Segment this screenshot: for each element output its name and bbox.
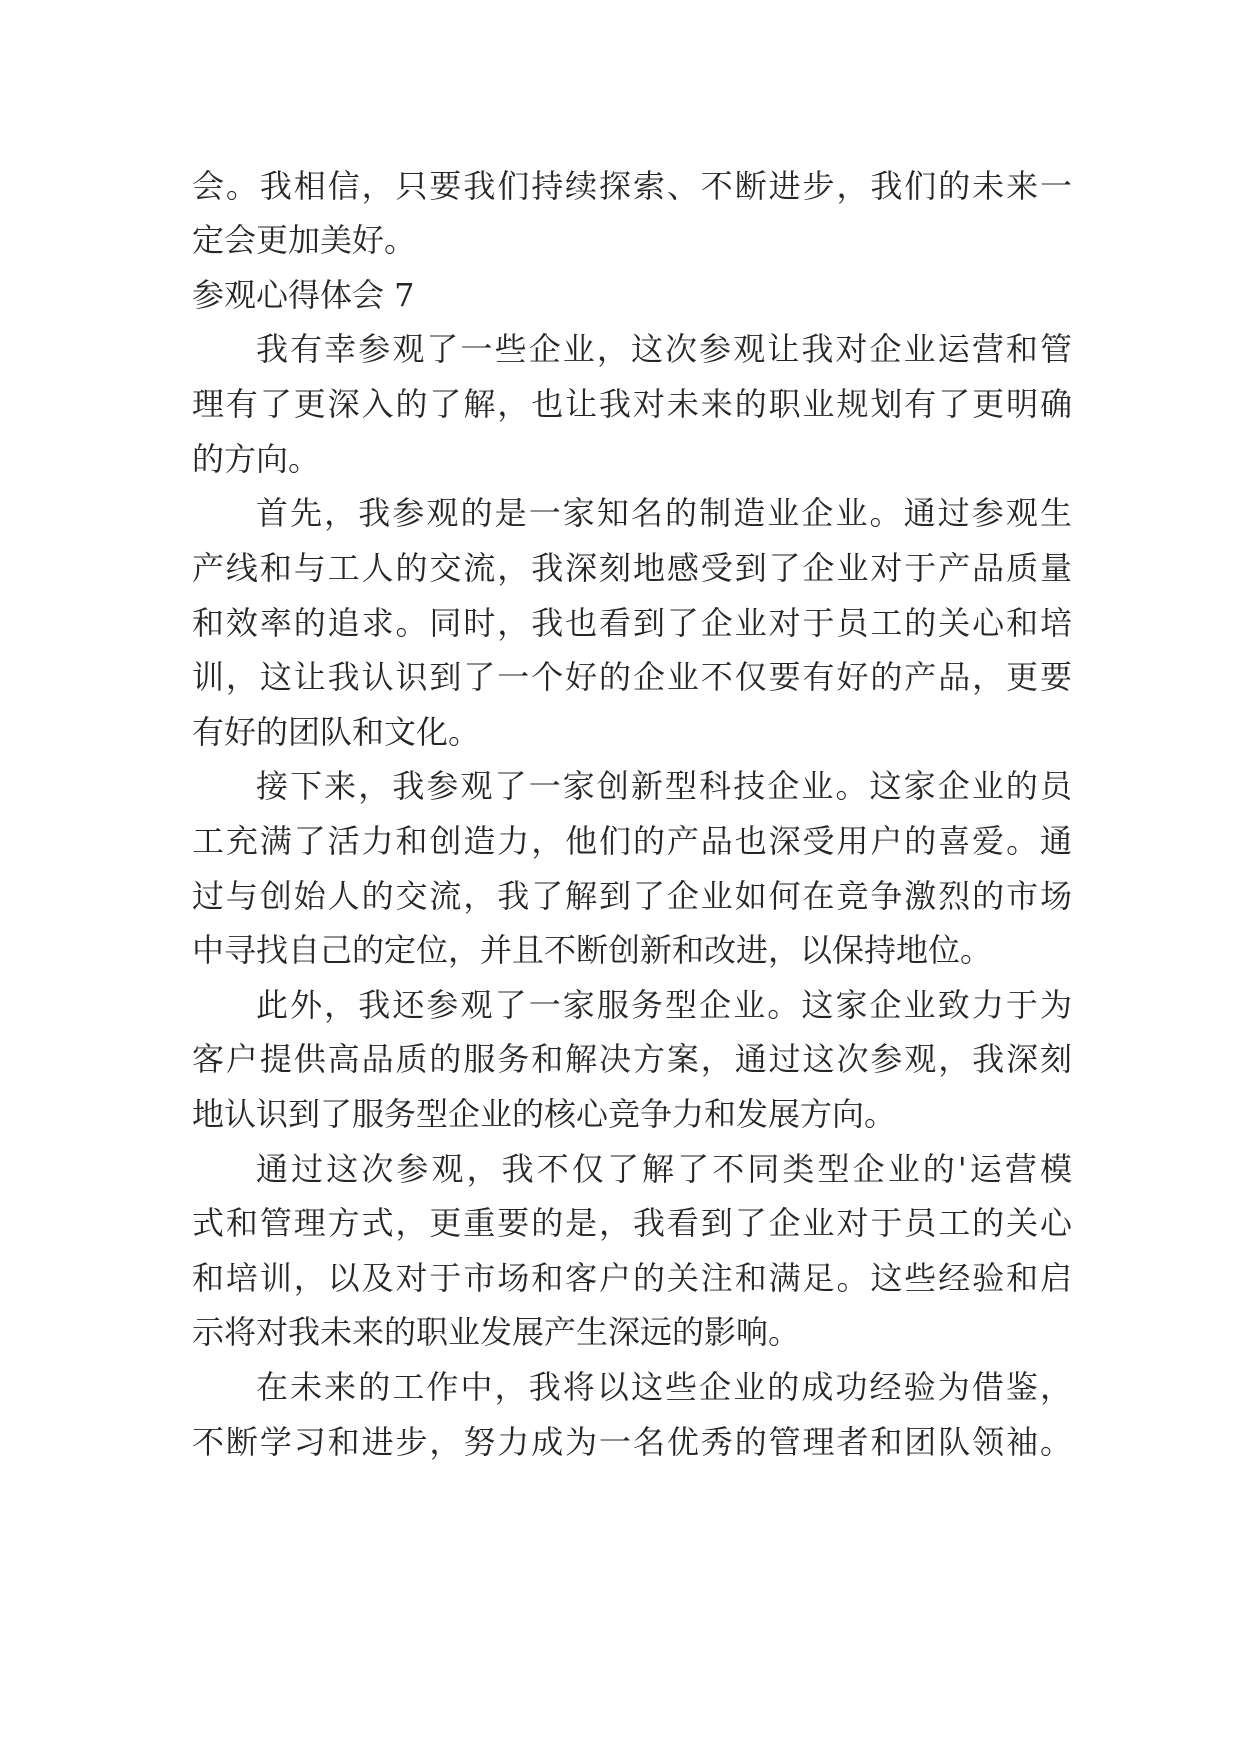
text-line: 首先，我参观的是一家知名的制造业企业。通过参观生 — [256, 494, 1072, 532]
text-line: 客户提供高品质的服务和解决方案，通过这次参观，我深刻 — [192, 1040, 1072, 1078]
text-line: 和培训，以及对于市场和客户的关注和满足。这些经验和启 — [192, 1259, 1072, 1297]
text-line: 的方向。 — [192, 440, 321, 478]
text-line: 在未来的工作中，我将以这些企业的成功经验为借鉴， — [256, 1368, 1072, 1406]
text-line: 定会更加美好。 — [192, 221, 417, 259]
text-line: 和效率的追求。同时，我也看到了企业对于员工的关心和培 — [192, 604, 1072, 642]
text-line: 地认识到了服务型企业的核心竞争力和发展方向。 — [192, 1095, 897, 1133]
text-line: 此外，我还参观了一家服务型企业。这家企业致力于为 — [256, 986, 1072, 1024]
text-line: 工充满了活力和创造力，他们的产品也深受用户的喜爱。通 — [192, 822, 1072, 860]
text-line: 我有幸参观了一些企业，这次参观让我对企业运营和管 — [256, 330, 1072, 368]
text-line: 会。我相信，只要我们持续探索、不断进步，我们的未来一 — [192, 167, 1072, 205]
text-line: 过与创始人的交流，我了解到了企业如何在竞争激烈的市场 — [192, 877, 1072, 915]
text-line: 产线和与工人的交流，我深刻地感受到了企业对于产品质量 — [192, 549, 1072, 587]
text-line: 有好的团队和文化。 — [192, 713, 481, 751]
text-line: 接下来，我参观了一家创新型科技企业。这家企业的员 — [256, 767, 1072, 805]
text-line: 训，这让我认识到了一个好的企业不仅要有好的产品，更要 — [192, 658, 1072, 696]
text-line: 中寻找自己的定位，并且不断创新和改进，以保持地位。 — [192, 931, 993, 969]
text-line: 示将对我未来的职业发展产生深远的影响。 — [192, 1313, 801, 1351]
text-line: 理有了更深入的了解，也让我对未来的职业规划有了更明确 — [192, 385, 1072, 423]
text-line: 式和管理方式，更重要的是，我看到了企业对于员工的关心 — [192, 1204, 1072, 1242]
text-line: 通过这次参观，我不仅了解了不同类型企业的'运营模 — [256, 1150, 1072, 1188]
section-heading: 参观心得体会 7 — [192, 276, 415, 314]
text-line: 不断学习和进步，努力成为一名优秀的管理者和团队领袖。 — [192, 1423, 1072, 1461]
